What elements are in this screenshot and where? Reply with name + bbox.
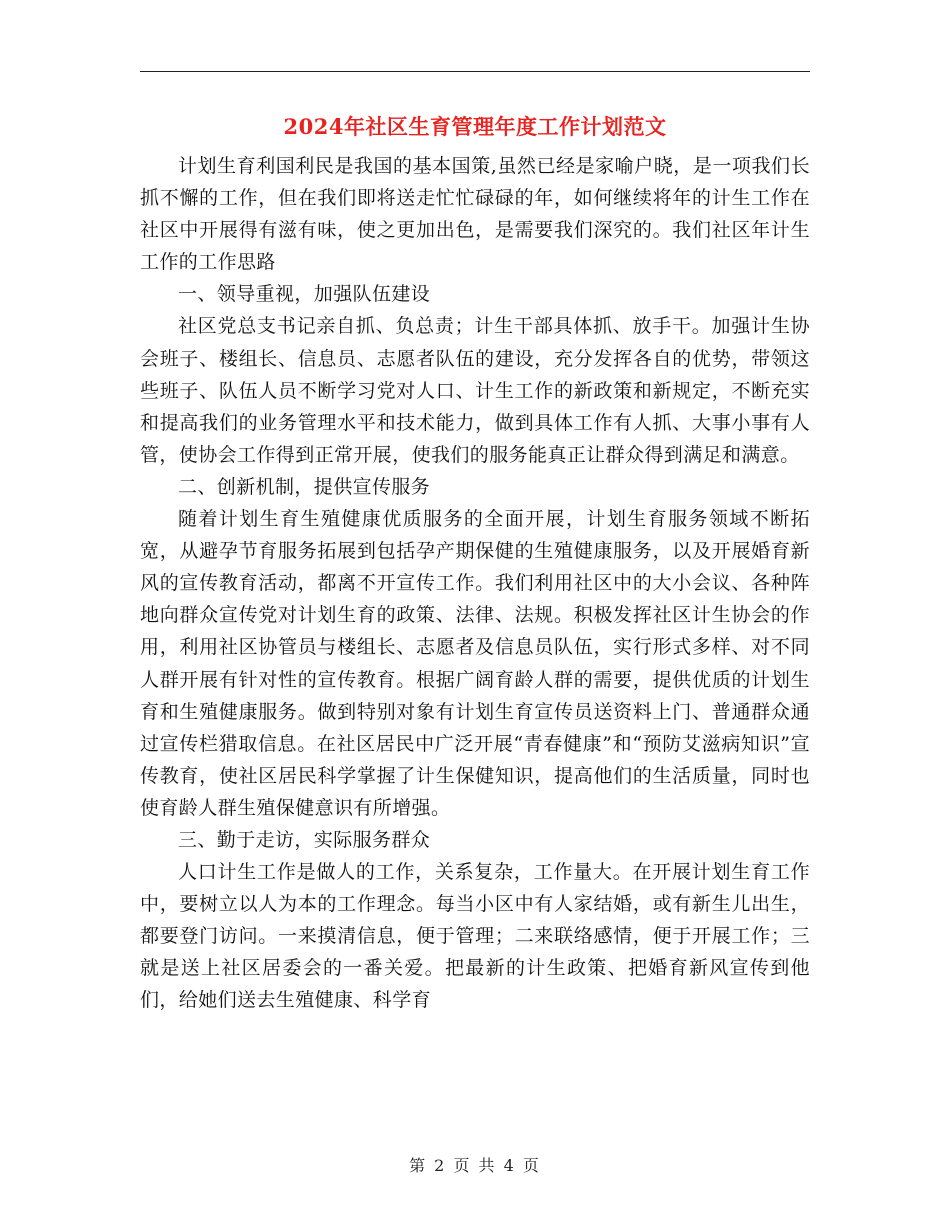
paragraph-intro: 计划生育利国利民是我国的基本国策,虽然已经是家喻户晓，是一项我们长抓不懈的工作，但在我们即将送走忙忙碌碌的年，如何继续将年的计生工作在社区中开展得有滋有味，使之更加出色，是需要我们深究的。我们社区年计生工作的工作思路 <box>140 155 810 274</box>
header-rule <box>140 71 810 72</box>
section-heading-3: 三、勤于走访，实际服务群众 <box>178 828 431 851</box>
paragraph-section-3: 人口计生工作是做人的工作，关系复杂，工作量大。在开展计划生育工作中，要树立以人为本的工作理念。每当小区中有人家结婚，或有新生儿出生，都要登门访问。一来摸清信息，便于管理；二来联络感情，便于开展工作；三就是送上社区居委会的一番关爱。把最新的计生政策、把婚育新风宣传到他们，给她们送去生殖健康、科学育 <box>140 861 810 1012</box>
page-footer: 第 2 页 共 4 页 <box>409 1156 541 1175</box>
section-heading-1: 一、领导重视，加强队伍建设 <box>178 283 431 306</box>
document-body <box>140 150 810 1017</box>
paragraph-section-1: 社区党总支书记亲自抓、负总责；计生干部具体抓、放手干。加强计生协会班子、楼组长、信息员、志愿者队伍的建设，充分发挥各自的优势，带领这些班子、队伍人员不断学习党对人口、计生工作的新政策和新规定，不断充实和提高我们的业务管理水平和技术能力，做到具体工作有人抓、大事小事有人管，使协会工作得到正常开展，使我们的服务能真正让群众得到满足和满意。 <box>140 315 810 466</box>
document-title: 2024年社区生育管理年度工作计划范文 <box>283 114 667 139</box>
section-heading-2: 二、创新机制，提供宣传服务 <box>178 475 431 498</box>
paragraph-section-2: 随着计划生育生殖健康优质服务的全面开展，计划生育服务领域不断拓宽，从避孕节育服务拓展到包括孕产期保健的生殖健康服务，以及开展婚育新风的宣传教育活动，都离不开宣传工作。我们利用社区中的大小会议、各种阵地向群众宣传党对计划生育的政策、法律、法规。积极发挥社区计生协会的作用，利用社区协管员与楼组长、志愿者及信息员队伍，实行形式多样、对不同人群开展有针对性的宣传教育。根据广阔育龄人群的需要，提供优质的计划生育和生殖健康服务。做到特别对象有计划生育宣传员送资料上门、普通群众通过宣传栏猎取信息。在社区居民中广泛开展“青春健康”和“预防艾滋病知识”宣传教育，使社区居民科学掌握了计生保健知识，提高他们的生活质量，同时也使育龄人群生殖保健意识有所增强。 <box>140 508 810 819</box>
